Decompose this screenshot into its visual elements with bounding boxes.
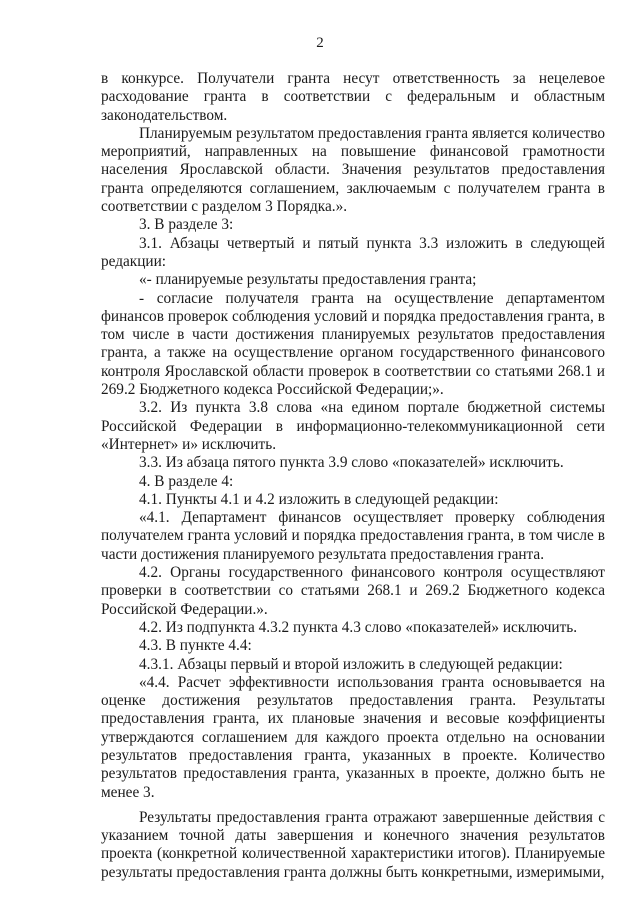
paragraph-11: «4.1. Департамент финансов осуществляет проверку соблюдения получателем гранта условий и порядка предоставления гранта, в том числе в части достижения планируемого результата предоставления гранта. bbox=[101, 509, 605, 563]
paragraph-1: в конкурсе. Получатели гранта несут ответственность за нецелевое расходование гранта в соответствии с федеральным и областным законодательством. bbox=[101, 70, 605, 124]
paragraph-4: 3.1. Абзацы четвертый и пятый пункта 3.3 изложить в следующей редакции: bbox=[101, 234, 605, 270]
paragraph-6: - согласие получателя гранта на осуществление департаментом финансов проверок соблюдения условий и порядка предоставления гранта, в том числе в части достижения планируемых результатов предоставления гранта, а также на осуществление органом государственного финансового контроля Ярославской области проверок в соответствии со статьями 268.1 и 269.2 Бюджетного кодекса Российской Федерации;». bbox=[101, 289, 605, 399]
paragraph-5: «- планируемые результаты предоставления гранта; bbox=[139, 271, 477, 289]
paragraph-13: 4.2. Из подпункта 4.3.2 пункта 4.3 слово «показателей» исключить. bbox=[139, 618, 578, 636]
document-body bbox=[101, 70, 605, 882]
paragraph-8: 3.3. Из абзаца пятого пункта 3.9 слово «показателей» исключить. bbox=[139, 454, 564, 472]
paragraph-12: 4.2. Органы государственного финансового контроля осуществляют проверки в соответствии со статьями 268.1 и 269.2 Бюджетного кодекса Российской Федерации.». bbox=[101, 564, 605, 618]
paragraph-16: «4.4. Расчет эффективности использования гранта основывается на оценке достижения результатов предоставления гранта. Результаты предоставления гранта, их плановые значения и весовые коэффициенты утверждаются соглашением для каждого проекта отдельно на основании результатов предоставления гранта, указанных в проекте. Количество результатов предоставления гранта, указанных в проекте, должно быть не менее 3. bbox=[101, 673, 605, 801]
paragraph-3: 3. В разделе 3: bbox=[139, 216, 234, 234]
paragraph-15: 4.3.1. Абзацы первый и второй изложить в следующей редакции: bbox=[139, 655, 563, 673]
paragraph-17: Результаты предоставления гранта отражают завершенные действия с указанием точной даты завершения и конечного значения результатов проекта (конкретной количественной характеристики итогов). Планируемые результаты предоставления гранта должны быть конкретными, измеримыми, bbox=[101, 808, 605, 881]
paragraph-10: 4.1. Пункты 4.1 и 4.2 изложить в следующей редакции: bbox=[139, 490, 499, 508]
paragraph-7: 3.2. Из пункта 3.8 слова «на едином портале бюджетной системы Российской Федерации в информационно-телекоммуникационной сети «Интернет» и» исключить. bbox=[101, 399, 605, 453]
paragraph-14: 4.3. В пункте 4.4: bbox=[139, 637, 252, 655]
paragraph-2: Планируемым результатом предоставления гранта является количество мероприятий, направленных на повышение финансовой грамотности населения Ярославской области. Значения результатов предоставления гранта определяются соглашением, заключаемым с получателем гранта в соответствии с разделом 3 Порядка.». bbox=[101, 124, 605, 216]
paragraph-9: 4. В разделе 4: bbox=[139, 472, 234, 490]
page-number: 2 bbox=[316, 35, 324, 51]
